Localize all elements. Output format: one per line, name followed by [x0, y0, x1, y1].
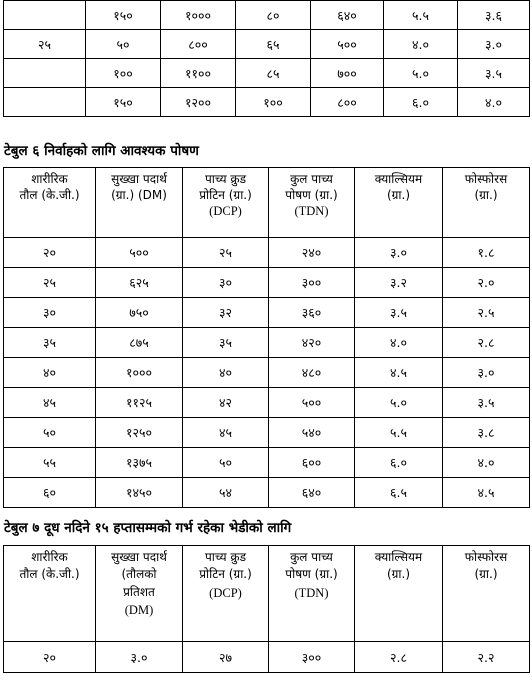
table-cell: ८७५ — [96, 328, 183, 358]
table-cell: ३.६ — [458, 1, 530, 30]
column-header — [4, 168, 96, 238]
header-line: क्याल्सियम — [374, 172, 423, 186]
header-line: प्रोटिन (ग्रा.) — [199, 188, 252, 203]
table-cell: ५.५ — [384, 1, 458, 30]
header-line: शारीरिक — [31, 550, 68, 564]
table-row — [4, 642, 530, 673]
table-cell: ३.० — [458, 30, 530, 59]
table-cell: ५०० — [269, 388, 355, 418]
table-cell: ५४ — [183, 478, 269, 508]
header-row — [4, 168, 530, 238]
header-line: पाच्य क्रुड — [204, 550, 247, 564]
column-header — [443, 168, 530, 238]
table7-pregnant-ewe-nutrition — [3, 545, 530, 673]
table-cell: ३.० — [355, 238, 443, 268]
table-row — [4, 1, 530, 30]
column-header — [183, 546, 269, 642]
table-cell: १२०० — [161, 88, 236, 117]
table-cell: १३७५ — [96, 448, 183, 478]
header-line: (DCP) — [209, 204, 242, 219]
header-line: (DCP) — [209, 585, 242, 600]
header-line: कुल पाच्य — [290, 550, 333, 564]
table-cell: ३.८ — [443, 418, 530, 448]
table-cell: ५०० — [311, 30, 384, 59]
table-cell: ३२ — [183, 298, 269, 328]
header-line: (TDN) — [294, 585, 329, 600]
table-row — [4, 268, 530, 298]
top-nutrient-table — [3, 0, 530, 117]
header-line: प्रोटिन (ग्रा.) — [199, 567, 252, 582]
table-cell: ६२५ — [96, 268, 183, 298]
header-line: सुख्खा पदार्थ — [111, 172, 167, 186]
column-header — [443, 546, 530, 642]
header-line: शारीरिक — [31, 172, 68, 186]
column-header — [96, 546, 183, 642]
header-line: फोस्फोरस — [464, 172, 508, 186]
table-cell: ६.० — [355, 448, 443, 478]
table-cell: ३.२ — [355, 268, 443, 298]
table-row — [4, 298, 530, 328]
table-cell: ४.५ — [443, 478, 530, 508]
table-cell: २.२ — [443, 642, 530, 673]
table-cell: ३.५ — [443, 388, 530, 418]
header-line: (ग्रा.) — [474, 188, 498, 203]
table-cell: ५.० — [355, 388, 443, 418]
table-cell: ४.० — [458, 88, 530, 117]
header-line: क्याल्सियम — [374, 550, 423, 564]
table6-maintenance-nutrition — [3, 167, 530, 508]
table-row — [4, 59, 530, 88]
table-row — [4, 388, 530, 418]
table-cell: ६० — [4, 478, 96, 508]
table-row — [4, 238, 530, 268]
table-row — [4, 418, 530, 448]
table-row — [4, 358, 530, 388]
table-cell: २.८ — [355, 642, 443, 673]
table-cell: ८५ — [236, 59, 311, 88]
table-cell: २७ — [183, 642, 269, 673]
table-cell: ८० — [236, 1, 311, 30]
table-cell — [4, 59, 86, 88]
header-line: (ग्रा.) — [386, 188, 411, 203]
table-cell: ५४० — [269, 418, 355, 448]
header-line: (ग्रा.) — [474, 567, 498, 582]
table-cell: ५५ — [4, 448, 96, 478]
header-line: कुल पाच्य — [290, 172, 333, 186]
table-cell: ३० — [4, 298, 96, 328]
table-cell: २.५ — [443, 298, 530, 328]
column-header — [355, 546, 443, 642]
header-line: पोषण (ग्रा.) — [285, 567, 338, 582]
table-cell: २० — [4, 642, 96, 673]
table-cell: १४५० — [96, 478, 183, 508]
table-cell: १०० — [86, 59, 161, 88]
table-cell: ४० — [183, 358, 269, 388]
table-cell: १००० — [96, 358, 183, 388]
table-cell: ३.० — [96, 642, 183, 673]
table-cell: ४.० — [384, 30, 458, 59]
table-cell: ६०० — [269, 448, 355, 478]
table-cell: ४५ — [4, 388, 96, 418]
header-line: सुख्खा पदार्थ — [111, 550, 167, 564]
table-cell: ६४० — [269, 478, 355, 508]
table-cell: ३.५ — [458, 59, 530, 88]
header-line: (TDN) — [294, 204, 329, 219]
table-cell: ६५ — [236, 30, 311, 59]
table-cell: ८०० — [311, 88, 384, 117]
table-cell: २० — [4, 238, 96, 268]
table-cell: ५० — [86, 30, 161, 59]
table-cell: ८०० — [161, 30, 236, 59]
table-cell: ४२ — [183, 388, 269, 418]
table-cell: ५० — [183, 448, 269, 478]
header-line: पोषण (ग्रा.) — [285, 188, 338, 203]
table-cell: ७०० — [311, 59, 384, 88]
table-cell: ५.० — [384, 59, 458, 88]
table-row — [4, 478, 530, 508]
table-cell: ४८० — [269, 358, 355, 388]
table-cell: ५० — [4, 418, 96, 448]
column-header — [269, 168, 355, 238]
table-cell: ४० — [4, 358, 96, 388]
table-cell: २५ — [4, 30, 86, 59]
table-cell: ३५ — [4, 328, 96, 358]
header-line: प्रतिशत — [123, 584, 155, 599]
table-row — [4, 88, 530, 117]
table-cell: ३.५ — [355, 298, 443, 328]
table-cell: ५.५ — [355, 418, 443, 448]
table-cell: ४.० — [355, 328, 443, 358]
table-cell: १.८ — [443, 238, 530, 268]
table-cell: ४.० — [443, 448, 530, 478]
column-header — [4, 546, 96, 642]
table-cell: १२५० — [96, 418, 183, 448]
table-cell: ४५ — [183, 418, 269, 448]
header-row — [4, 546, 530, 642]
table-cell: ३.० — [443, 358, 530, 388]
table-cell: ७५० — [96, 298, 183, 328]
header-line: तौल (के.जी.) — [19, 188, 80, 203]
table-cell: १०० — [236, 88, 311, 117]
header-line: तौल (के.जी.) — [19, 567, 80, 582]
header-line: फोस्फोरस — [464, 550, 508, 564]
table-cell: ११२५ — [96, 388, 183, 418]
table-row — [4, 448, 530, 478]
table-cell: १००० — [161, 1, 236, 30]
table-cell: २५ — [183, 238, 269, 268]
table-cell: १५० — [86, 1, 161, 30]
table-cell: १५० — [86, 88, 161, 117]
header-line: (तौलको — [121, 567, 157, 582]
column-header — [355, 168, 443, 238]
table-cell: २.० — [443, 268, 530, 298]
table-cell: ३० — [183, 268, 269, 298]
header-line: (DM) — [124, 603, 154, 618]
header-line: (ग्रा.) (DM) — [111, 188, 167, 203]
table-cell: ११०० — [161, 59, 236, 88]
table-cell: ६४० — [311, 1, 384, 30]
table7-caption: टेबुल ७ दूध नदिने १५ हप्तासम्मको गर्भ रहेका भेडीको लागि — [4, 520, 292, 536]
table-cell: ३०० — [269, 642, 355, 673]
table-cell: ३५ — [183, 328, 269, 358]
table-row — [4, 30, 530, 59]
table-row — [4, 328, 530, 358]
table6-caption: टेबुल ६ निर्वाहको लागि आवश्यक पोषण — [4, 143, 199, 159]
table-cell: २.८ — [443, 328, 530, 358]
table-cell — [4, 88, 86, 117]
column-header — [269, 546, 355, 642]
header-line: पाच्य क्रुड — [204, 172, 247, 186]
column-header — [183, 168, 269, 238]
table-cell — [4, 1, 86, 30]
table-cell: ३६० — [269, 298, 355, 328]
table-cell: ५०० — [96, 238, 183, 268]
table-cell: २४० — [269, 238, 355, 268]
table-cell: ४.५ — [355, 358, 443, 388]
table-cell: ४२० — [269, 328, 355, 358]
table-cell: ६.० — [384, 88, 458, 117]
table-cell: ६.५ — [355, 478, 443, 508]
table-cell: ३०० — [269, 268, 355, 298]
column-header — [96, 168, 183, 238]
header-line: (ग्रा.) — [386, 567, 411, 582]
table-cell: २५ — [4, 268, 96, 298]
